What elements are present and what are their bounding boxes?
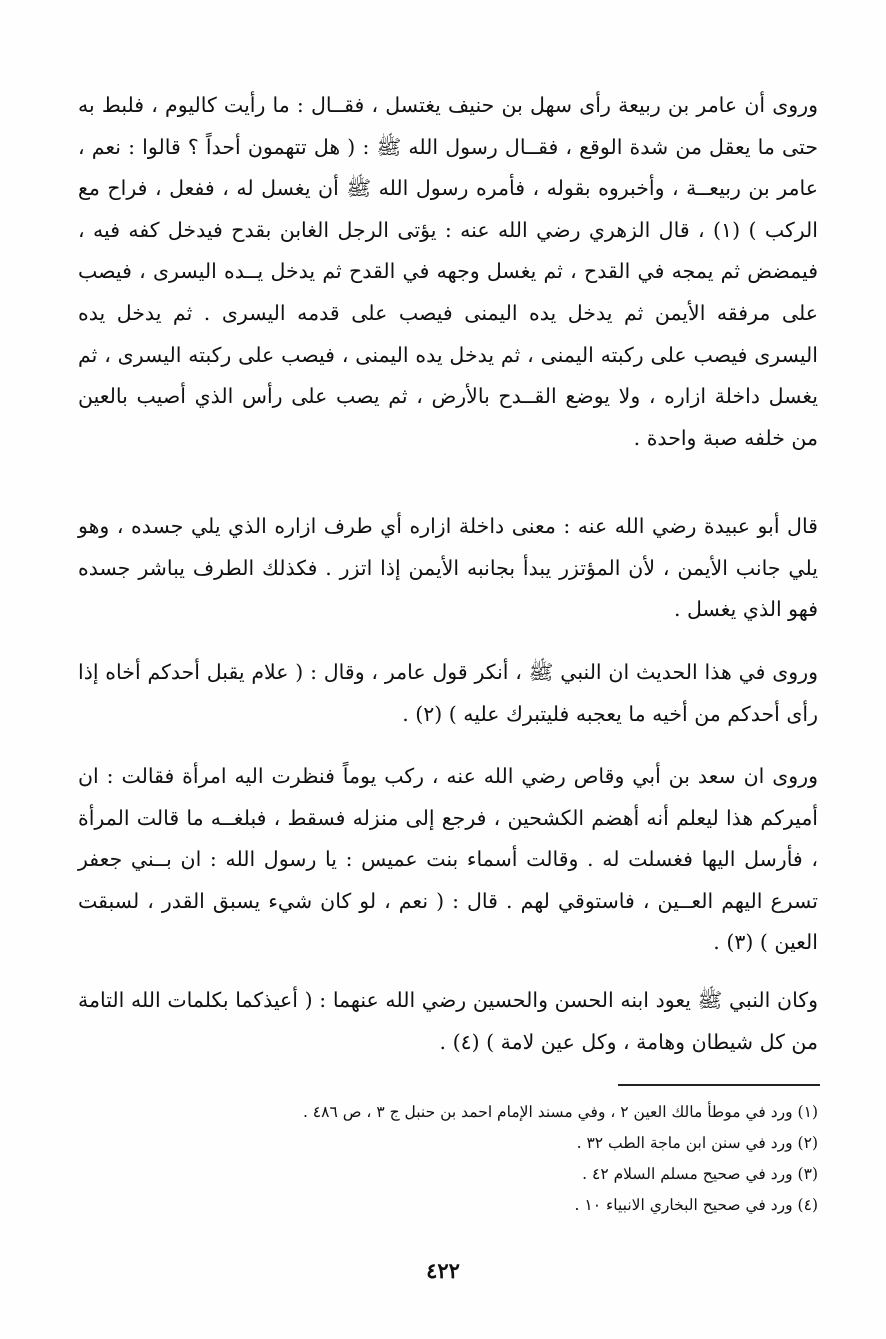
paragraph-saad-ibn-abi-waqqas — [78, 756, 818, 964]
paragraph-text: وكان النبي ﷺ يعود ابنه الحسن والحسين رضي الله عنهما : ( أعيذكما بكلمات الله التامة من كل شيطان وهامة ، وكل عين لامة ) (٤) . — [78, 988, 818, 1054]
footnote-item: (٣) ورد في صحيح مسلم السلام ٤٢ . — [582, 1165, 818, 1183]
paragraph-hasan-husayn — [78, 980, 818, 1063]
footnote-divider — [618, 1084, 820, 1086]
footnote-item: (٤) ورد في صحيح البخاري الانبياء ١٠ . — [574, 1196, 818, 1214]
footnote-item: (٢) ورد في سنن ابن ماجة الطب ٣٢ . — [576, 1134, 818, 1152]
paragraph-amir-ibn-rabia — [78, 85, 818, 459]
paragraph-text: قال أبو عبيدة رضي الله عنه : معنى داخلة ازاره أي طرف ازاره الذي يلي جسده ، وهو يلي جانب الأيمن ، لأن المؤتزر يبدأ بجانبه الأيمن إذا اتزر . فكذلك الطرف يباشر جسده فهو الذي يغسل . — [78, 514, 818, 622]
footnotes-list — [150, 1097, 818, 1221]
paragraph-text: وروى أن عامر بن ربيعة رأى سهل بن حنيف يغتسل ، فقــال : ما رأيت كاليوم ، فلبط به حتى ما يعقل من شدة الوقع ، فقــال رسول الله ﷺ : ( هل تتهمون أحداً ؟ قالوا : نعم ، عامر بن ربيعــة ، وأخبروه بقوله ، فأمره رسول الله ﷺ أن يغسل له ، ففعل ، فراح مع الركب ) (١) ، قال الزهري رضي الله عنه : يؤتى الرجل الغابن بقدح فيدخل كفه فيه ، فيمضض ثم يمجه في القدح ، ثم يغسل وجهه في القدح ثم يدخل يــده اليسرى ، فيصب على مرفقه الأيمن ثم يدخل يده اليمنى فيصب على قدمه اليسرى . ثم يدخل يده اليسرى فيصب على ركبته اليمنى ، ثم يدخل يده اليمنى ، فيصب على ركبته اليسرى ، ثم يغسل داخلة ازاره ، ولا يوضع القــدح بالأرض ، ثم يصب على رأس الذي أصيب بالعين من خلفه صبة واحدة . — [78, 93, 818, 450]
paragraph-text: وروى في هذا الحديث ان النبي ﷺ ، أنكر قول عامر ، وقال : ( علام يقبل أحدكم أخاه إذا رأى أحدكم من أخيه ما يعجبه فليتبرك عليه ) (٢) . — [78, 660, 818, 726]
paragraph-hadith-tabarruk — [78, 652, 818, 735]
paragraph-text: وروى ان سعد بن أبي وقاص رضي الله عنه ، ركب يوماً فنظرت اليه امرأة فقالت : ان أميركم هذا ليعلم أنه أهضم الكشحين ، فرجع إلى منزله فسقط ، فبلغــه ما قالت المرأة ، فأرسل اليها فغسلت له . وقالت أسماء بنت عميس : يا رسول الله : ان بــني جعفر تسرع اليهم العــين ، فاستوقي لهم . قال : ( نعم ، لو كان شيء يسبق القدر ، لسبقت العين ) (٣) . — [78, 764, 818, 955]
paragraph-abu-ubayda — [78, 506, 818, 631]
page-number: ٤٢٢ — [426, 1258, 460, 1283]
footnote-item: (١) ورد في موطأ مالك العين ٢ ، وفي مسند الإمام احمد بن حنبل ج ٣ ، ص ٤٨٦ . — [302, 1103, 818, 1121]
